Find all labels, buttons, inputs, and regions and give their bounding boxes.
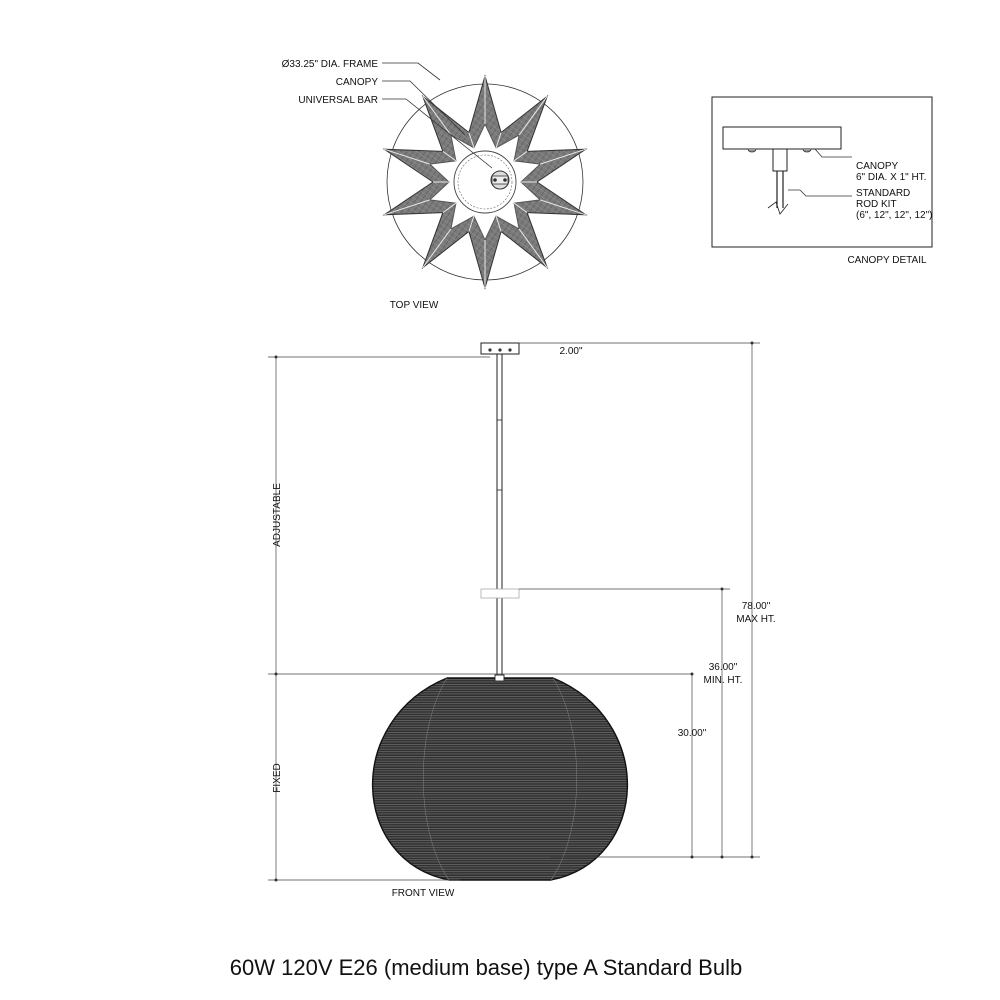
rod-coupler [773, 149, 787, 171]
front-rod [497, 354, 502, 676]
universal-bar-icon [491, 171, 509, 189]
canopy-detail-caption: CANOPY DETAIL [847, 255, 927, 266]
universal-bar-callout: UNIVERSAL BAR [298, 95, 378, 106]
front-view [268, 342, 776, 900]
canopy-detail-canopy: CANOPY [856, 161, 899, 172]
bulb-spec: 60W 120V E26 (medium base) type A Standard Bulb [229, 955, 743, 980]
canopy-callout: CANOPY [335, 77, 378, 88]
canopy-height-dim: 2.00" [559, 346, 583, 357]
top-view-caption: TOP VIEW [389, 300, 439, 311]
min-height-label: MIN. HT. [703, 675, 743, 686]
canopy-detail-rod2: ROD KIT [856, 199, 897, 210]
rod-break [768, 202, 788, 214]
canopy-detail-size: 6" DIA. X 1" HT. [856, 172, 927, 183]
fixed-label: FIXED [272, 763, 283, 793]
min-height-canopy-ghost [481, 589, 519, 598]
min-height-value: 36.00" [708, 662, 738, 673]
max-height-value: 78.00" [741, 601, 771, 612]
frame-callout: Ø33.25" DIA. FRAME [281, 59, 378, 70]
adjustable-label: ADJUSTABLE [272, 483, 283, 547]
body-height-value: 30.00" [677, 728, 707, 739]
canopy-detail-plate [723, 127, 841, 149]
front-view-caption: FRONT VIEW [391, 888, 455, 899]
top-view [282, 59, 586, 311]
socket-cap [495, 675, 504, 681]
globe-shade [373, 678, 628, 880]
canopy-detail [712, 97, 932, 266]
canopy-detail-rod1: STANDARD [856, 188, 911, 199]
canopy-detail-rod3: (6", 12", 12", 12") [856, 210, 933, 221]
max-height-label: MAX HT. [736, 614, 776, 625]
